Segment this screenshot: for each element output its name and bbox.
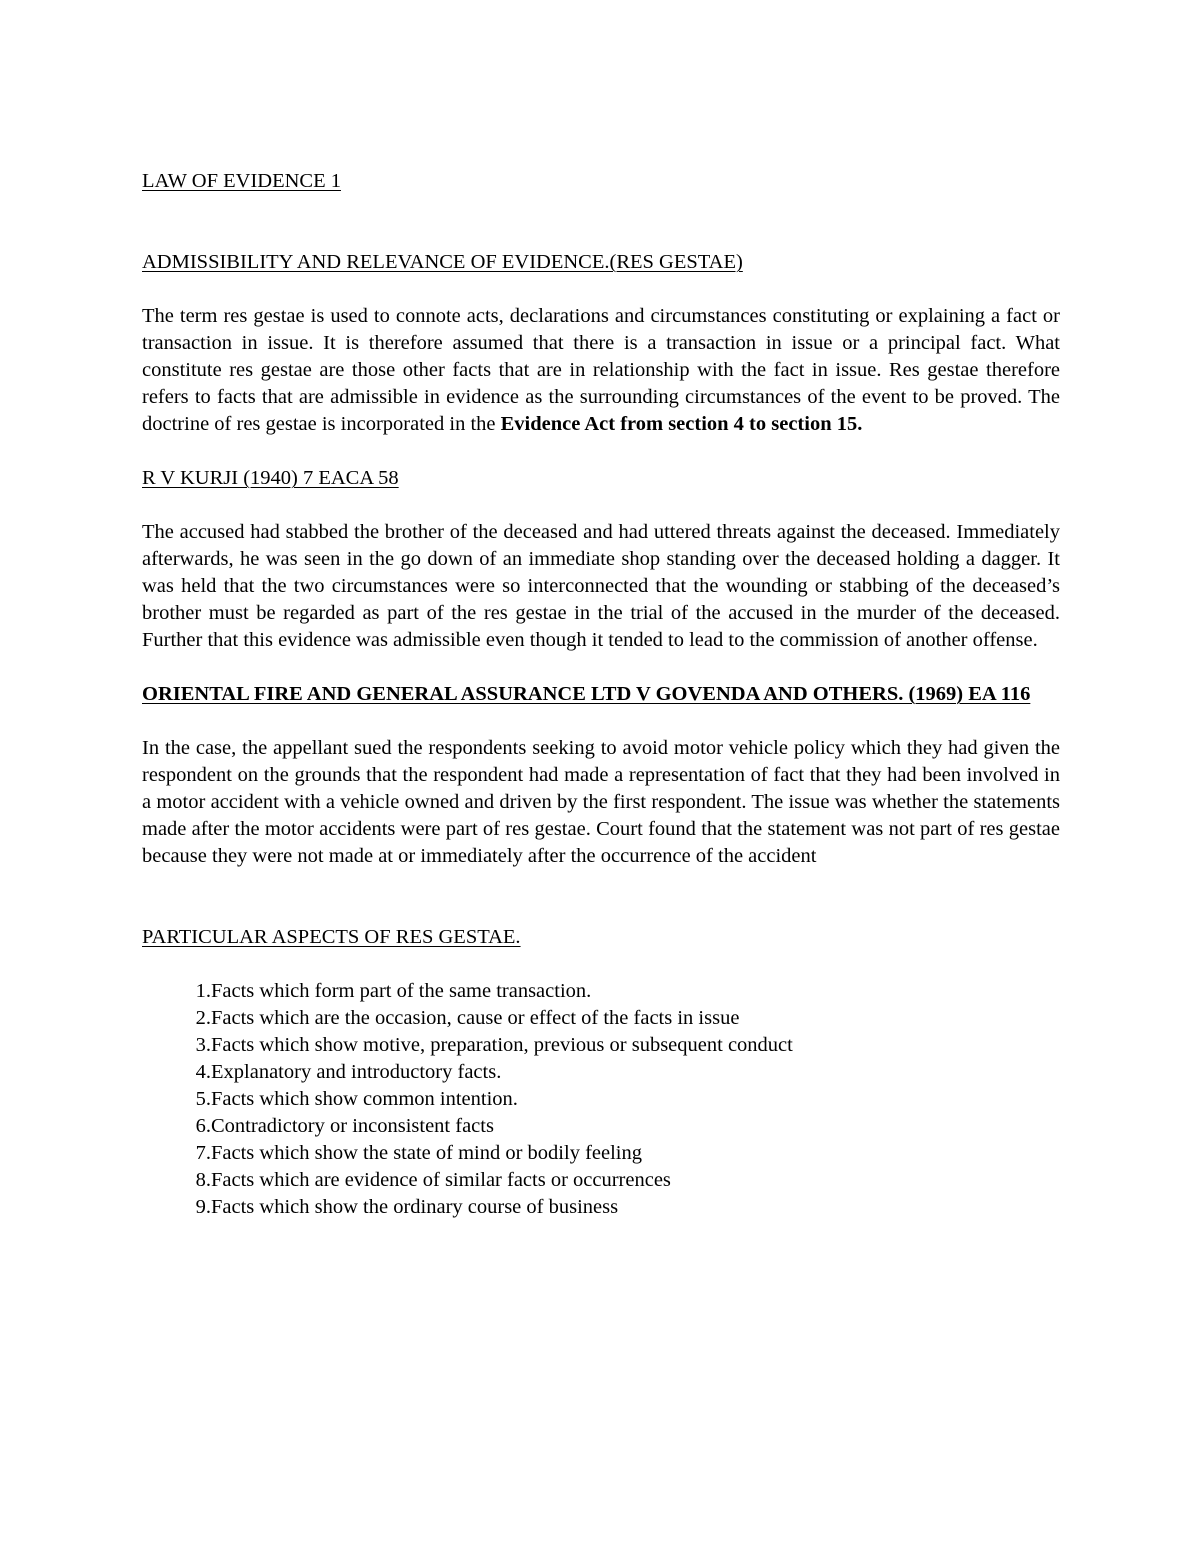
list-item-number: 4. [195,1061,211,1083]
list-item-text: Facts which show motive, preparation, previous or subsequent conduct [211,1034,793,1056]
list-item-text: Facts which form part of the same transaction. [211,980,592,1002]
list-item [142,1059,1060,1086]
list-item [142,1086,1060,1113]
list-item-number: 6. [195,1115,211,1137]
case-paragraph-kurji: The accused had stabbed the brother of the deceased and had uttered threats against the deceased. Immediately afterwards, he was seen in the go down of an immediate shop standing over the deceased holding a dagger. It was held that the two circumstances were so interconnected that the wounding or stabbing of the deceased’s brother must be regarded as part of the res gestae in the trial of the accused in the murder of the deceased. Further that this evidence was admissible even though it tended to lead to the commission of another offense. [142,521,1060,651]
aspects-heading: PARTICULAR ASPECTS OF RES GESTAE. [142,926,521,948]
list-item [142,1194,1060,1221]
list-item-text: Facts which show the state of mind or bodily feeling [211,1142,642,1164]
intro-bold-text: Evidence Act from section 4 to section 15. [500,413,863,435]
document-page [142,168,1060,1221]
case-paragraph-oriental: In the case, the appellant sued the respondents seeking to avoid motor vehicle policy which they had given the respondent on the grounds that the respondent had made a representation of fact that they had been involved in a motor accident with a vehicle owned and driven by the first respondent. The issue was whether the statements made after the motor accidents were part of res gestae. Court found that the statement was not part of res gestae because they were not made at or immediately after the occurrence of the accident [142,737,1060,867]
section-heading: ADMISSIBILITY AND RELEVANCE OF EVIDENCE.(RES GESTAE) [142,251,743,273]
case-heading-oriental: ORIENTAL FIRE AND GENERAL ASSURANCE LTD V GOVENDA AND OTHERS. (1969) EA 116 [142,683,1031,705]
intro-paragraph [142,303,1060,438]
intro-text: The term res gestae is used to connote acts, declarations and circumstances constituting or explaining a fact or transaction in issue. It is therefore assumed that there is a transaction in issue or a principal fact. What constitute res gestae are those other facts that are in relationship with the fact in issue. Res gestae therefore refers to facts that are admissible in evidence as the surrounding circumstances of the event to be proved. The doctrine of res gestae is incorporated in the [142,305,1060,435]
list-item-text: Facts which are the occasion, cause or effect of the facts in issue [211,1007,740,1029]
list-item-number: 8. [195,1169,211,1191]
list-item [142,1167,1060,1194]
case-heading-kurji: R V KURJI (1940) 7 EACA 58 [142,467,399,489]
list-item [142,1140,1060,1167]
list-item-number: 1. [195,980,211,1002]
list-item [142,1032,1060,1059]
list-item-number: 9. [195,1196,211,1218]
list-item-number: 7. [195,1142,211,1164]
list-item [142,978,1060,1005]
list-item-text: Explanatory and introductory facts. [211,1061,502,1083]
list-item [142,1005,1060,1032]
document-title: LAW OF EVIDENCE 1 [142,170,341,192]
list-item-text: Facts which show the ordinary course of business [211,1196,619,1218]
list-item-number: 3. [195,1034,211,1056]
list-item [142,1113,1060,1140]
list-item-text: Facts which show common intention. [211,1088,518,1110]
list-item-number: 2. [195,1007,211,1029]
list-item-number: 5. [195,1088,211,1110]
aspects-list [142,978,1060,1221]
list-item-text: Facts which are evidence of similar facts or occurrences [211,1169,671,1191]
list-item-text: Contradictory or inconsistent facts [211,1115,494,1137]
